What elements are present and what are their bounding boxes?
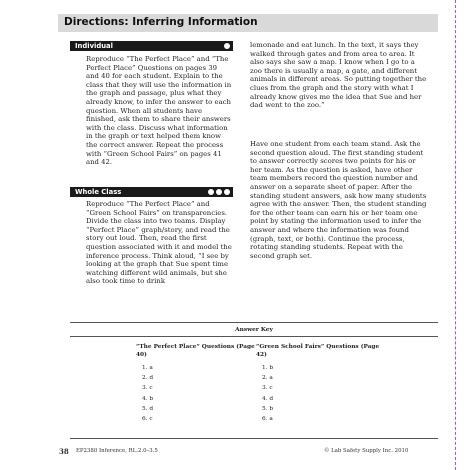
- list-item: 4. b: [142, 395, 154, 402]
- list-item: 2. d: [142, 375, 154, 382]
- list-item: 6. a: [262, 416, 273, 423]
- list-item: 1. a: [142, 365, 153, 371]
- list-item: 3. c: [262, 385, 273, 392]
- list-item: 2. a: [262, 375, 273, 382]
- list-item: 1. b: [262, 365, 274, 371]
- answer-key-right-column: [256, 344, 386, 424]
- individual-text: Reproduce “The Perfect Place” and “The Perfect Place” Questions on pages 39 and 40 for each student. Explain to the class that they will use the information in the graph and passage, plus what they already know, to infer the answer to each question. When all students have finished, ask them to share their answers with the class. Discuss what information in the graph or text helped them know the correct answer. Repeat the process with “Green School Fairs” on pages 41 and 42.: [86, 55, 232, 167]
- whole-class-section-bar: [70, 187, 233, 197]
- answer-key-left-column: [136, 344, 266, 424]
- right-column-paragraph-2: Have one student from each team stand. Ask the second question aloud. The first standing student to answer correctly scores two points for his or her team. As the question is asked, have other team members record the question number and answer on a separate sheet of paper. After the standing student answers, ask how many students agree with the answer. Then, the student standing for the other team can earn his or her team one point by stating the information used to infer the answer and where the information was found (graph, text, or both). Continue the process, rotating standing students. Repeat with the second graph set.: [250, 140, 427, 260]
- answer-key-title-rule: [70, 336, 438, 337]
- list-item: 5. d: [142, 405, 154, 412]
- list-item: 5. b: [262, 405, 274, 412]
- list-item: 4. d: [262, 395, 274, 402]
- page-title: Directions: Inferring Information: [64, 16, 258, 28]
- product-code: EP2380 Inference, RL.2.0–3.5: [76, 448, 158, 454]
- page-number: 38: [59, 447, 69, 456]
- one-dot-icon: [224, 43, 230, 49]
- page-trim-line: [455, 0, 456, 470]
- answer-key-top-rule: [70, 322, 438, 323]
- copyright: © Lab Safety Supply Inc. 2010: [324, 448, 409, 454]
- whole-class-text: Reproduce “The Perfect Place” and “Green School Fairs” on transparencies. Divide the class into two teams. Display “Perfect Place” graph/story, and read the story out loud. Then, read the first question associated with it and model the inference process. Think aloud, “I see by looking at the graph that Sue spent time watching different wild animals, but she also took time to drink: [86, 200, 232, 286]
- answer-key-left-heading: “The Perfect Place” Questions (Page 40): [136, 344, 255, 358]
- answer-key-title: Answer Key: [235, 327, 273, 333]
- whole-class-label: Whole Class: [75, 188, 122, 196]
- individual-section-bar: [70, 41, 233, 51]
- right-column-paragraph-1: lemonade and eat lunch. In the text, it says they walked through gates and from area to area. It also says she saw a map. I know when I go to a zoo there is usually a map, a gate, and different animals in different areas. So putting together the clues from the graph and the story with what I already know gives me the idea that Sue and her dad went to the zoo.”: [250, 41, 427, 110]
- directions-header: [58, 14, 438, 32]
- individual-label: Individual: [75, 42, 113, 50]
- three-dots-icon: [208, 189, 230, 195]
- list-item: 3. c: [142, 385, 153, 392]
- list-item: 6. c: [142, 416, 153, 423]
- answer-key-bottom-rule: [70, 438, 438, 439]
- answer-key-right-heading: “Green School Fairs” Questions (Page 42): [256, 344, 380, 358]
